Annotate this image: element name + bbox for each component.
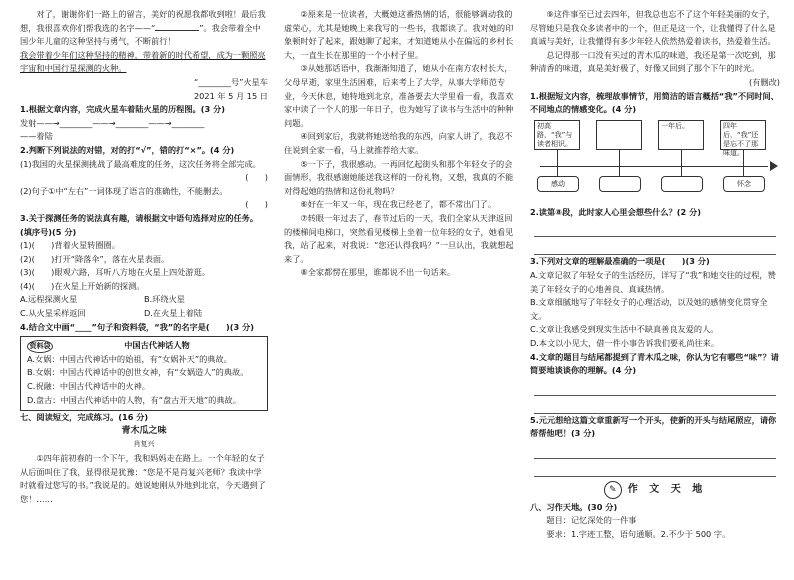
r-q5-heading: 5.元元想给这篇文章重新写一个开头，使新的开头与结尾照应，请你帮帮他吧！(3 分) xyxy=(530,414,777,439)
q3-heading: 3.关于探测任务的说法真有趣，请根据文中语句选择对应的任务。(填序号)(5 分) xyxy=(20,212,259,237)
q3-answer-1[interactable]: (1)( ) xyxy=(20,240,55,251)
q3-answer-3[interactable]: (3)( ) xyxy=(20,267,55,278)
story-title: 青木瓜之味 xyxy=(121,425,167,436)
composition-requirements: 要求：1.字迹工整，语句通顺。2.不少于 500 字。 xyxy=(546,529,731,540)
q3-option-c: C.从火星采样返回 xyxy=(20,308,86,319)
story-para-9b: 总记得那一口没有买过的青木瓜的味道，我还是第一次吃到，那种清香的味道，真是美好极了，好像又回到了那个下午的时光。 xyxy=(530,49,776,74)
info-item-b: B.女娲：中国古代神话中的创世女神，有“女娲造人”的典故。 xyxy=(27,367,249,378)
flow-connector-1 xyxy=(557,150,558,166)
q4-heading: 4.结合文中画“____”句子和资料袋，“我”的名字是( )(3 分) xyxy=(20,321,254,332)
flow-connector-down-1 xyxy=(557,166,558,176)
story-para-1: ①四年前初春的一个下午，我和妈妈走在路上。一个年轻的女子从后面叫住了我，显得很是犹豫：“您是不是肖复兴老师？我读中学时就看过您写的书。”我说是的。她说她刚从外地到北京，今天遇到了您！…… xyxy=(20,453,266,504)
r-q3-heading: 3.下列对文章的理解最准确的一项是( )(3 分) xyxy=(530,256,710,267)
flow-connector-down-4 xyxy=(743,166,744,176)
answer-line[interactable] xyxy=(534,219,776,237)
flow-connector-2 xyxy=(619,150,620,166)
flow-emotion-4: 怀念 xyxy=(723,176,765,192)
story-para-8: ⑧全家都愣在那里，谁都说不出一句话来。 xyxy=(300,267,456,278)
q1-flow-end: ——着陆 xyxy=(20,131,53,142)
section-8-heading: 八、习作天地。(30 分) xyxy=(530,501,618,512)
flow-emotion-1: 感动 xyxy=(537,176,579,192)
q3-option-a: A.远程探测火星 xyxy=(20,294,78,305)
r-q4-heading: 4.文章的题目与结尾都提到了青木瓜之味，你认为它有哪些“味”？请简要地谈谈你的理解。(4 分) xyxy=(530,351,779,376)
info-item-d: D.盘古：中国古代神话中的人物，有“盘古开天地”的典故。 xyxy=(27,394,241,405)
q3-answer-4[interactable]: (4)( ) xyxy=(20,280,55,291)
letter-para-1 xyxy=(20,8,268,49)
q3-answer-2[interactable]: (2)( ) xyxy=(20,253,55,264)
q3-item-3 xyxy=(20,266,268,280)
timeline-arrowhead xyxy=(770,161,778,171)
q2-heading: 2.判断下列说法的对错，对的打“√”，错的打“×”。(4 分) xyxy=(20,144,235,155)
answer-line[interactable] xyxy=(534,237,776,255)
q3-options-row-1 xyxy=(20,293,268,307)
q3-item-2 xyxy=(20,253,268,267)
column-left xyxy=(20,8,268,506)
letter-underlined: 我会带着少年们这种坚持的精神，带着新的时代希望，成为一颗照亮宇宙和中国行星探测的火种。 xyxy=(20,49,266,74)
q1-heading: 1.根据文章内容，完成火星车着陆火星的历程图。(3 分) xyxy=(20,104,225,115)
flow-box-3: 一年后。 xyxy=(658,120,704,150)
q3-text-2: 打开“降落伞”，落在火星表面。 xyxy=(54,253,170,264)
story-para-3: ③从她那话语中，我渐渐知道了，她从小在南方农村长大，父母早逝，家里生活困难，后来考上了大学，从事大学师范专业，今天休息，她特地到北京，准备要去大学里看一看，我喜欢家中读了一个人的那一年日子，也为她写了读书与生活中的种种问题。 xyxy=(284,63,514,128)
column-middle xyxy=(284,8,514,280)
q3-text-3: 眼观六路，耳听八方地在火星上四处游逛。 xyxy=(54,267,210,278)
pencil-icon: ✎ xyxy=(604,481,622,499)
composition-section-header xyxy=(530,481,780,499)
q2-item-2-answer[interactable]: ( ) xyxy=(245,199,268,210)
story-attribution: (有删改) xyxy=(749,76,780,87)
flow-box-1: 初高路，“我”与读者相识。 xyxy=(534,120,580,150)
q2-item-2-text: (2)句子①中“左右”一词体现了语言的准确性，不能删去。 xyxy=(20,185,228,196)
story-para-6: ⑥好在一年又一年，现在我已经老了，都不常出门了。 xyxy=(300,199,497,210)
info-item-c: C.祝融：中国古代神话中的火神。 xyxy=(27,381,150,392)
q2-item-1-answer[interactable]: ( ) xyxy=(245,172,268,183)
answer-line[interactable] xyxy=(534,378,776,396)
column-right xyxy=(530,8,780,542)
r-q3-option-d: D.本文以小见大，借一件小事告诉我们要礼尚往来。 xyxy=(530,337,720,348)
q3-option-b: B.环绕火星 xyxy=(144,294,185,305)
flow-connector-down-2 xyxy=(619,166,620,176)
flow-emotion-2[interactable] xyxy=(599,176,641,192)
r-q3-option-c: C.文章让我感受到现实生活中不缺真善良友爱的人。 xyxy=(530,324,719,335)
story-para-9: ⑨这件事至已过去四年，但我总也忘不了这个年轻美丽的女子，尽管她只是我众多读者中的一个，但正是这一个，让我懂得了什么是真诚与美好，让我懂得有多少年轻人依然热爱着读书，热爱着生活。 xyxy=(530,9,776,47)
q3-item-4 xyxy=(20,280,268,294)
answer-line[interactable] xyxy=(534,396,776,414)
r-q1-heading: 1.根据短文内容，梳理故事情节，用简洁的语言概括“我”不同时间、不同地点的情感变化。(4 分) xyxy=(530,90,779,115)
q3-text-4: 在火星上开始新的探测。 xyxy=(54,280,145,291)
q2-item-1-text: (1)我国的火星探测挑战了最高难度的任务，这次任务将全部完成。 xyxy=(20,158,261,169)
q3-options-row-2 xyxy=(20,307,268,321)
letter-text-1: 对了，谢谢你们一路上的留言，美好的祝愿我都收到啦！最后我想，我很喜欢你们帮我选的名字——“ xyxy=(20,9,266,33)
answer-line[interactable] xyxy=(534,441,776,459)
q1-flow[interactable]: 发射——→________——→________——→________ xyxy=(20,117,205,128)
emotion-flowchart xyxy=(530,120,780,206)
r-q2-heading: 2.读第⑧段，此时家人心里会想些什么？(2 分) xyxy=(530,206,701,217)
answer-line[interactable] xyxy=(534,459,776,477)
section-7-heading: 七、阅读短文，完成练习。(16 分) xyxy=(20,412,149,423)
composition-topic: 题目：记忆深处的一件事 xyxy=(546,515,637,526)
info-box-badge: 资料袋 xyxy=(27,340,53,353)
composition-section-title: 作 文 天 地 xyxy=(627,484,707,496)
flow-connector-down-3 xyxy=(681,166,682,176)
flow-emotion-3[interactable] xyxy=(661,176,703,192)
story-para-7: ⑦转眼一年过去了，春节过后的一天，我们全家从天津返回的楼梯间电梯口，突然看见楼梯上坐着一位年轻的女子，她看见我，站了起来，对我说：“您还认得我吗？”一旦认出，我就想起来了。 xyxy=(284,212,514,264)
story-author: 肖复兴 xyxy=(133,440,155,449)
r-q3-option-b: B.文章细腻地写了年轻女子的心理活动，以及她的感情变化贯穿全文。 xyxy=(530,297,768,321)
q3-item-1 xyxy=(20,239,268,253)
flow-connector-3 xyxy=(681,150,682,166)
letter-text-2: ”。我会带着全中国少年儿童的这种坚持与勇气，不断前行！ xyxy=(20,22,261,47)
flow-box-2[interactable] xyxy=(596,120,642,150)
info-box xyxy=(20,336,268,411)
q2-item-1 xyxy=(20,158,268,172)
letter-signature: “________号”火星车 xyxy=(194,76,268,87)
info-box-title: 中国古代神话人物 xyxy=(124,340,190,351)
story-para-4: ④回到家后，我就将她送给我的东西，向家人讲了，我忍不住说到全家一看，马上就推荐给大家。 xyxy=(284,131,513,155)
q3-option-d: D.在火星上着陆 xyxy=(144,308,203,319)
info-item-a: A.女娲：中国古代神话中的始祖，有“女娲补天”的典故。 xyxy=(27,353,232,364)
timeline-arrow-bar xyxy=(540,166,768,167)
r-q3-option-a: A.文章记叙了年轻女子的生活经历，详写了“我”和她交往的过程，赞美了年轻女子的心地善良、真诚热情。 xyxy=(530,269,776,294)
flow-box-4: 四年后，“我”还是忘不了那味道。 xyxy=(720,120,766,150)
q2-item-2 xyxy=(20,185,268,199)
name-blank[interactable] xyxy=(155,30,199,31)
flow-connector-4 xyxy=(743,150,744,166)
letter-date: 2021 年 5 月 15 日 xyxy=(193,90,268,101)
story-para-2: ②原来是一位读者，大概她这番热情的话，很能够调动我的虚荣心，尤其是她晚上来我写的一些书，我都读了。我对她的印象顿时好了起来，跟她聊了起来，才知道她从小在偏远的乡村长大，一直生长在那里的一个小村子里。 xyxy=(284,9,514,60)
story-para-5: ⑤一下子，我很感动。一再回忆起街头和那个年轻女子的会面情形，我很感谢她能送我这样的一份礼物，又想，我真的不能对得起她的热情和这份礼物吗？ xyxy=(284,158,514,196)
q3-text-1: 背着火星转圈圈。 xyxy=(54,240,120,251)
